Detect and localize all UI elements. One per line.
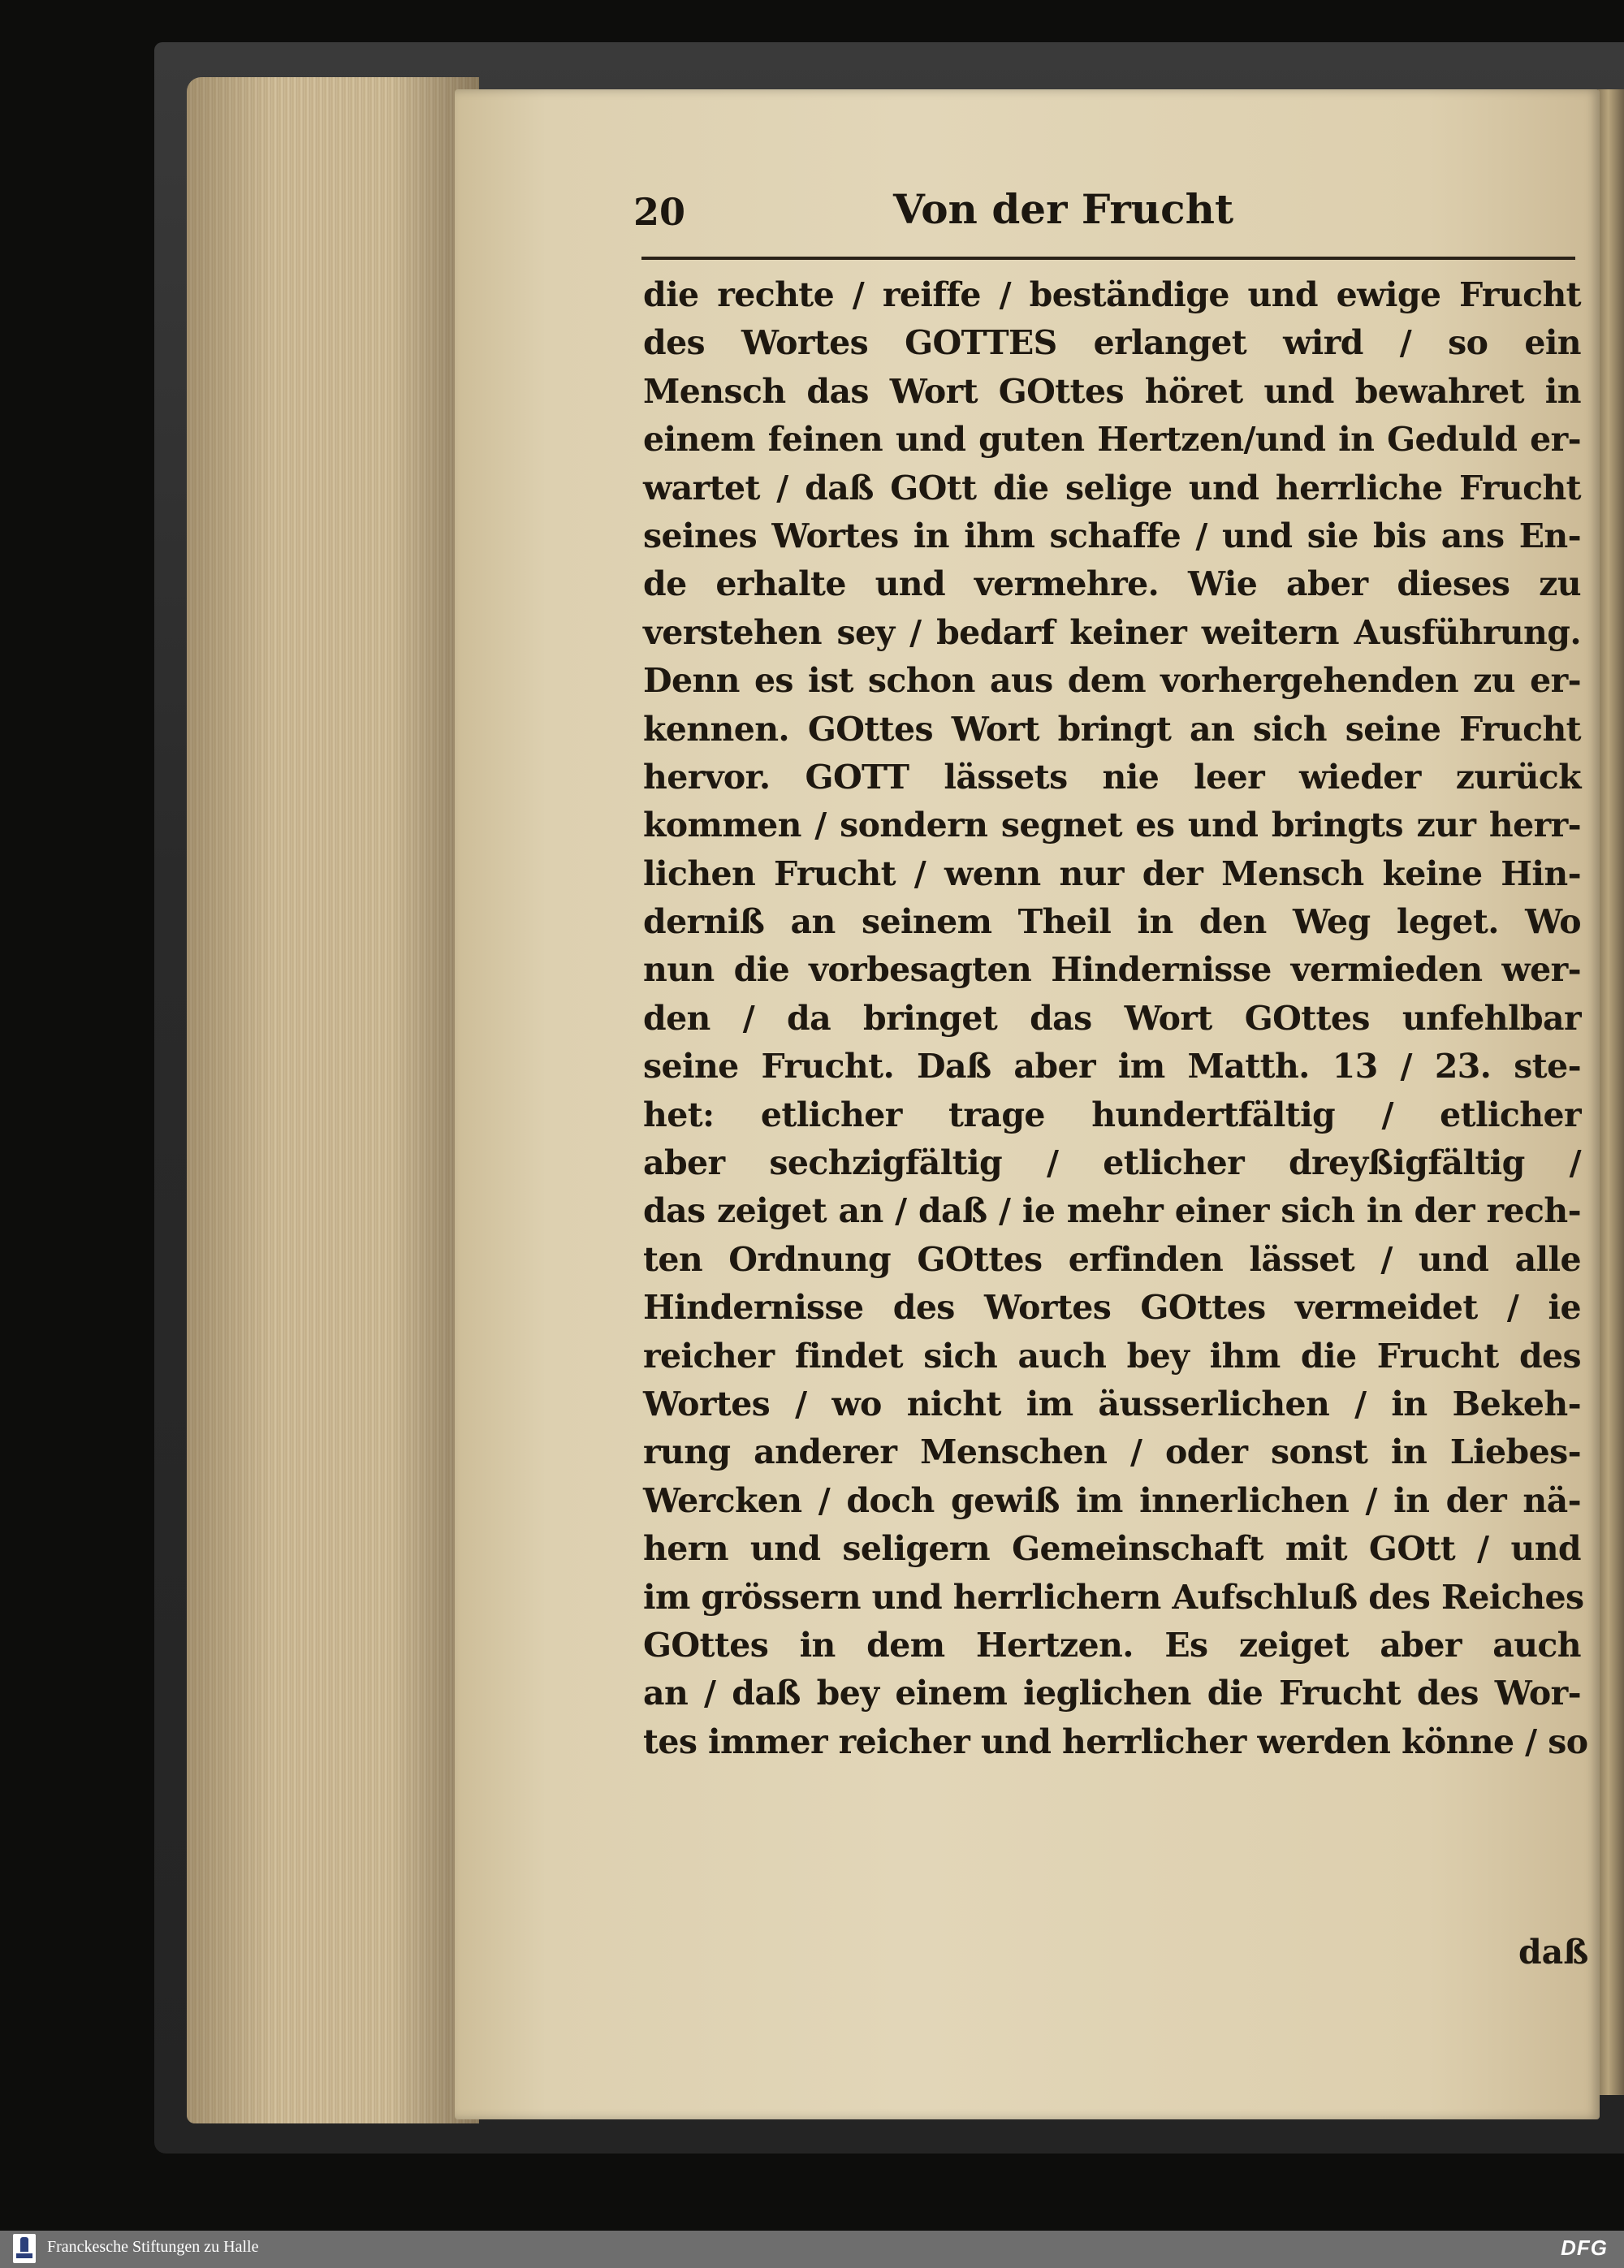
page-number: 20 <box>633 190 686 234</box>
text-line: Hindernisse des Wortes GOttes vermeidet / ie <box>643 1288 1581 1328</box>
text-line: hern und seligern Gemeinschaft mit GOtt / und <box>643 1529 1581 1569</box>
text-line: tes immer reicher und herrlicher werden könne / so <box>643 1722 1588 1761</box>
text-line: nun die vorbesagten Hindernisse vermieden wer- <box>643 950 1581 990</box>
text-line: seines Wortes in ihm schaffe / und sie bis ans En- <box>643 516 1581 555</box>
text-line: Denn es ist schon aus dem vorhergehenden zu er- <box>643 661 1581 701</box>
institution-name: Franckesche Stiftungen zu Halle <box>47 2238 259 2256</box>
text-line: kommen / sondern segnet es und bringts zur herr- <box>643 806 1581 845</box>
text-line: kennen. GOttes Wort bringt an sich seine Frucht <box>643 709 1581 749</box>
text-line: Wortes / wo nicht im äusserlichen / in Bekeh- <box>643 1384 1581 1423</box>
text-line: seine Frucht. Daß aber im Matth. 13 / 23. ste- <box>643 1047 1581 1086</box>
text-line: wartet / daß GOtt die selige und herrliche Frucht <box>643 468 1581 508</box>
text-line: verstehen sey / bedarf keiner weitern Ausführung. <box>643 612 1581 652</box>
catchword: daß <box>1518 1933 1589 1972</box>
text-line: aber sechzigfältig / etlicher dreyßigfältig / <box>643 1143 1581 1183</box>
dfg-logo: DFG <box>1561 2236 1608 2260</box>
text-line: reicher findet sich auch bey ihm die Frucht des <box>643 1336 1581 1376</box>
text-line: an / daß bey einem ieglichen die Frucht des Wor- <box>643 1674 1581 1713</box>
text-line: ten Ordnung GOttes erfinden lässet / und alle <box>643 1239 1581 1279</box>
text-line: hervor. GOTT lässets nie leer wieder zurück <box>643 757 1581 797</box>
page-edges-shadow <box>187 77 479 2123</box>
text-line: derniß an seinem Theil in den Weg leget. Wo <box>643 902 1581 942</box>
text-line: GOttes in dem Hertzen. Es zeiget aber auch <box>643 1625 1581 1665</box>
text-line: Mensch das Wort GOttes höret und bewahret in <box>643 371 1581 411</box>
text-line: im grössern und herrlichern Aufschluß des Reiches <box>643 1577 1584 1617</box>
running-head <box>633 185 1583 250</box>
text-line: Wercken / doch gewiß im innerlichen / in der nä- <box>643 1480 1581 1520</box>
text-line: des Wortes GOTTES erlanget wird / so ein <box>643 323 1581 363</box>
text-line: den / da bringet das Wort GOttes unfehlbar <box>643 998 1581 1038</box>
viewer-footer <box>0 2231 1624 2268</box>
body-text <box>643 271 1588 1766</box>
text-line: het: etlicher trage hundertfältig / etlicher <box>643 1095 1581 1134</box>
franckesche-stiftungen-logo-icon <box>13 2234 36 2263</box>
head-rule <box>641 257 1575 260</box>
text-line: lichen Frucht / wenn nur der Mensch keine Hin- <box>643 853 1581 893</box>
text-line: de erhalte und vermehre. Wie aber dieses zu <box>643 564 1581 604</box>
facing-page-edge <box>1598 89 1624 2095</box>
text-line: einem feinen und guten Hertzen/und in Geduld er- <box>643 420 1581 460</box>
text-line: das zeiget an / daß / ie mehr einer sich in der rech- <box>643 1191 1581 1231</box>
text-line: rung anderer Menschen / oder sonst in Liebes- <box>643 1432 1581 1472</box>
text-line: die rechte / reiffe / beständige und ewige Frucht <box>643 275 1581 314</box>
running-title: Von der Frucht <box>893 185 1234 233</box>
